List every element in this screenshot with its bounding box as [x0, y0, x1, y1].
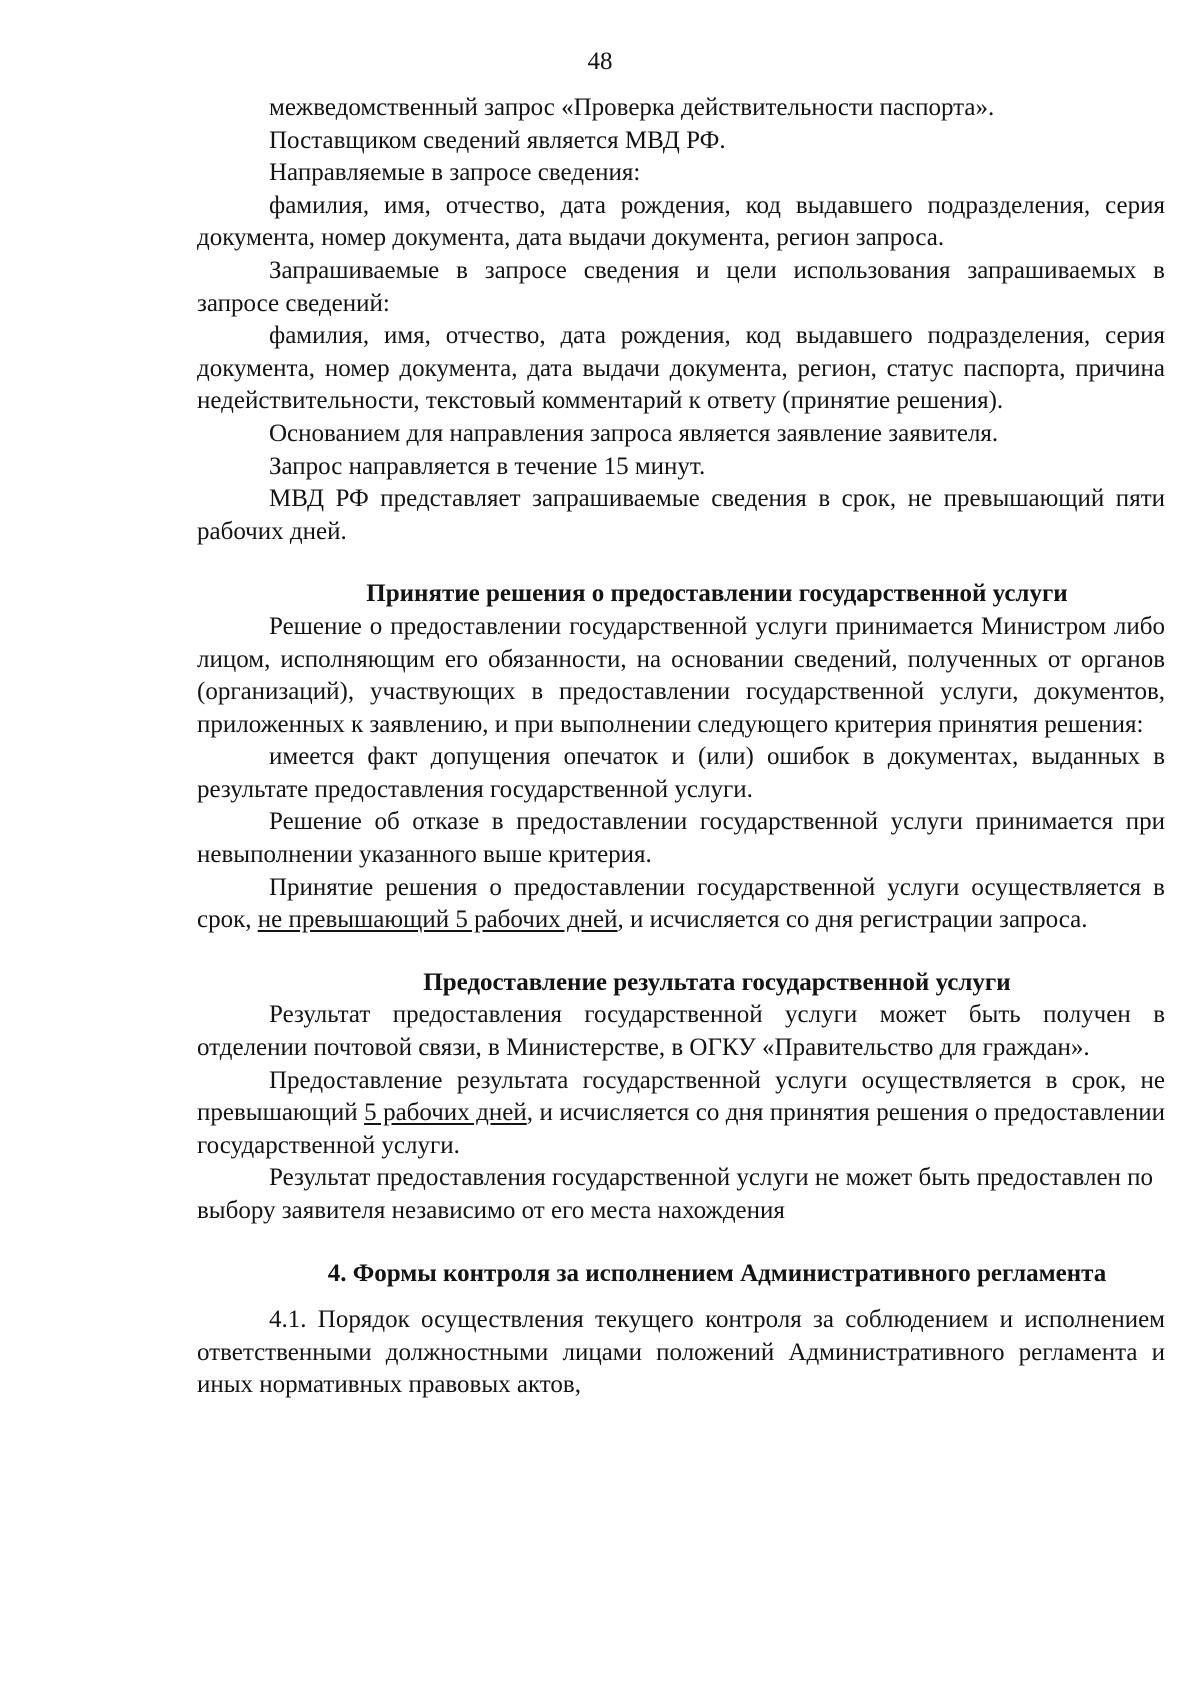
section-heading-decision: Принятие решения о предоставлении государственной услуги: [366, 580, 1068, 608]
paragraph-control-4-1: 4.1. Порядок осуществления текущего контроля за соблюдением и исполнением ответственными должностными лицами положений Административного регламента и иных нормативных правовых актов,: [197, 1306, 1165, 1399]
paragraph-result-location: Результат предоставления государственной услуги не может быть предоставлен по выбору заявителя независимо от его места нахождения: [197, 1164, 1154, 1224]
decision-deadline-text-start: Принятие решения о предоставлении государственной услуги осуществляется в срок,: [197, 873, 1165, 934]
spacer: [197, 937, 1165, 967]
section-heading-result: Предоставление результата государственной услуги: [423, 968, 1011, 996]
spacer: [197, 1290, 1165, 1304]
paragraph-requested-data-list: фамилия, имя, отчество, дата рождения, код выдавшего подразделения, серия документа, номер документа, дата выдачи документа, регион, статус паспорта, причина недействительности, текстовый комментарий к ответу (принятие решения).: [197, 322, 1165, 415]
paragraph-sent-data-label: Направляемые в запросе сведения:: [269, 159, 641, 187]
paragraph-info-provider: Поставщиком сведений является МВД РФ.: [269, 126, 726, 154]
result-deadline-text-end: , и исчисляется со дня принятия решения о предоставлении государственной услуги.: [197, 1099, 1166, 1159]
result-deadline-text-start: Предоставление результата государственной услуги осуществляется в срок, не превышающий: [197, 1066, 1165, 1127]
paragraph-decision-criteria: Решение о предоставлении государственной услуги принимается Министром либо лицом, исполняющим его обязанности, на основании сведений, полученных от органов (организаций), участвующих в предоставлении государственной услуги, документов, приложенных к заявлению, и при выполнении следующего критерия принятия решения:: [197, 612, 1165, 738]
spacer: [197, 548, 1165, 578]
page-number: 48: [587, 48, 613, 75]
paragraph-errors-fact: имеется факт допущения опечаток и (или) ошибок в документах, выданных в результате предоставления государственной услуги.: [197, 743, 1165, 803]
decision-deadline-text-end: , и исчисляется со дня регистрации запроса.: [617, 906, 1088, 934]
paragraph-request-timing: Запрос направляется в течение 15 минут.: [269, 452, 706, 480]
spacer: [197, 1228, 1165, 1258]
paragraph-result-deadline: [197, 1065, 1165, 1163]
document-body: [197, 92, 1165, 1402]
paragraph-request-basis: Основанием для направления запроса является заявление заявителя.: [269, 419, 999, 447]
decision-deadline-underlined: не превышающий 5 рабочих дней: [257, 906, 618, 934]
paragraph-interagency-request: межведомственный запрос «Проверка действительности паспорта».: [269, 94, 995, 121]
result-deadline-underlined: 5 рабочих дней: [364, 1099, 527, 1127]
paragraph-sent-data-list: фамилия, имя, отчество, дата рождения, код выдавшего подразделения, серия документа, номер документа, дата выдачи документа, регион запроса.: [197, 191, 1165, 252]
paragraph-requested-data-label: Запрашиваемые в запросе сведения и цели использования запрашиваемых в запросе сведений:: [197, 256, 1165, 317]
paragraph-response-deadline: МВД РФ представляет запрашиваемые сведения в срок, не превышающий пяти рабочих дней.: [197, 485, 1165, 545]
section-heading-control: 4. Формы контроля за исполнением Административного регламента: [327, 1259, 1107, 1287]
paragraph-result-channels: Результат предоставления государственной услуги может быть получен в отделении почтовой связи, в Министерстве, в ОГКУ «Правительство для граждан».: [197, 1001, 1165, 1062]
paragraph-refusal: Решение об отказе в предоставлении государственной услуги принимается при невыполнении указанного выше критерия.: [197, 808, 1165, 869]
paragraph-decision-deadline: [197, 872, 1165, 937]
